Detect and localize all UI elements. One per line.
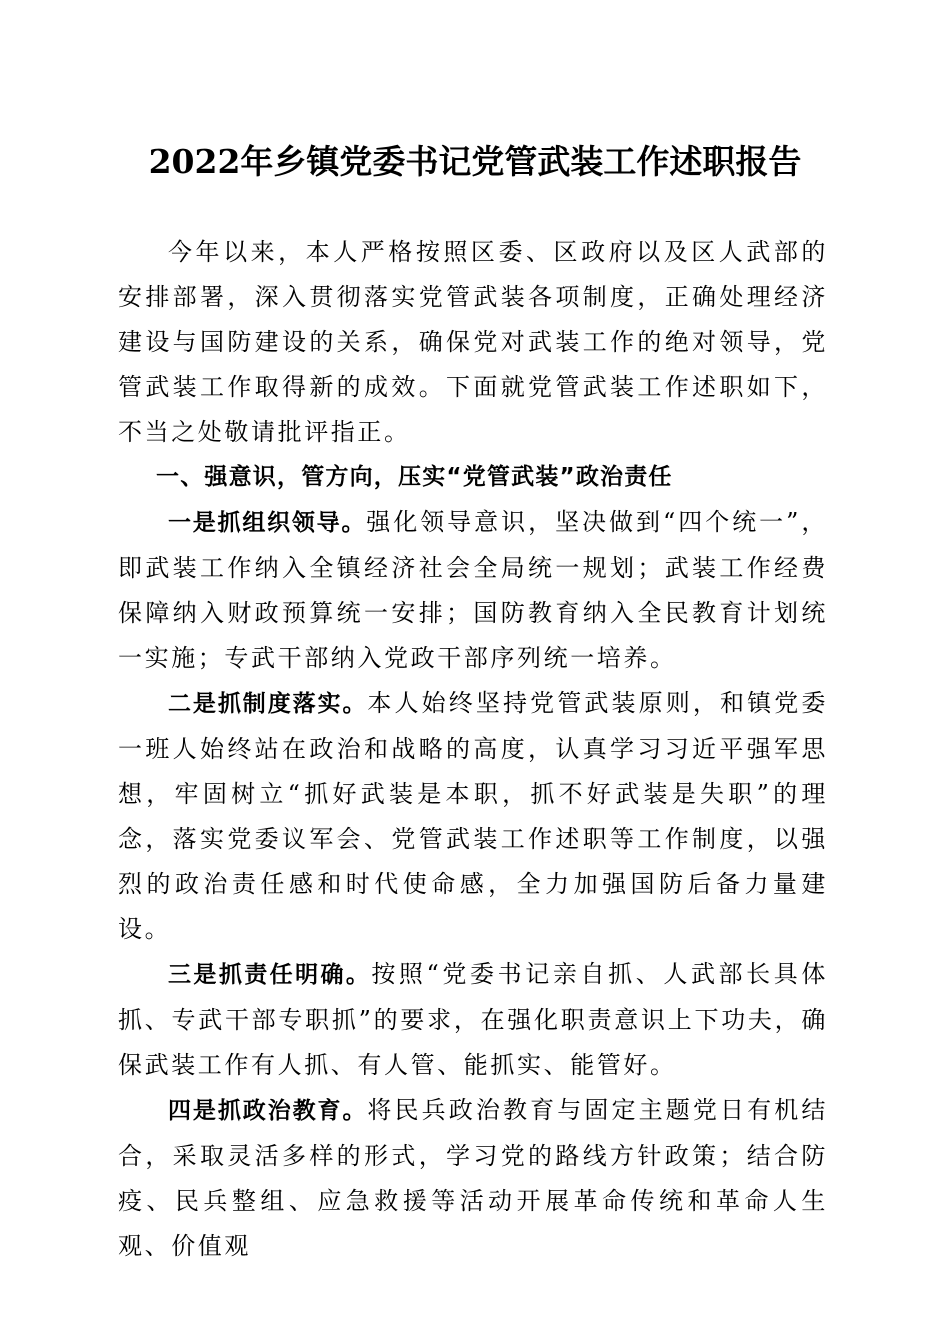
item-lead: 二是抓制度落实。: [168, 691, 368, 717]
item-text: 本人始终坚持党管武装原则，和镇党委一班人始终站在政治和战略的高度，认真学习习近平强军思想，牢固树立“抓好武装是本职，抓不好武装是失职”的理念，落实党委议军会、党管武装工作述职等工作制度，以强烈的政治责任感和时代使命感，全力加强国防后备力量建设。: [118, 689, 829, 943]
item-lead: 一是抓组织领导。: [168, 510, 367, 536]
document-body: [118, 230, 828, 1269]
item-paragraph: [118, 952, 828, 1088]
item-paragraph: [118, 500, 828, 681]
item-text: 强化领导意识，坚决做到“四个统一”，即武装工作纳入全镇经济社会全局统一规划；武装工作经费保障纳入财政预算统一安排；国防教育纳入全民教育计划统一实施；专武干部纳入党政干部序列统一培养。: [118, 508, 829, 672]
document-title: 2022年乡镇党委书记党管武装工作述职报告: [148, 142, 802, 181]
item-paragraph: [118, 1088, 828, 1269]
intro-paragraph: 今年以来，本人严格按照区委、区政府以及区人武部的安排部署，深入贯彻落实党管武装各项制度，正确处理经济建设与国防建设的关系，确保党对武装工作的绝对领导，党管武装工作取得新的成效。下面就党管武装工作述职如下，不当之处敬请批评指正。: [118, 238, 828, 446]
item-text: 将民兵政治教育与固定主题党日有机结合，采取灵活多样的形式，学习党的路线方针政策；结合防疫、民兵整组、应急救援等活动开展革命传统和革命人生观、价值观: [118, 1096, 829, 1260]
item-lead: 四是抓政治教育。: [168, 1098, 368, 1124]
section-heading: 一、强意识，管方向，压实“党管武装”政治责任: [156, 464, 673, 490]
item-paragraph: [118, 681, 828, 952]
item-lead: 三是抓责任明确。: [168, 962, 372, 988]
item-text: 按照“党委书记亲自抓、人武部长具体抓、专武干部专职抓”的要求，在强化职责意识上下功夫，确保武装工作有人抓、有人管、能抓实、能管好。: [118, 960, 828, 1079]
